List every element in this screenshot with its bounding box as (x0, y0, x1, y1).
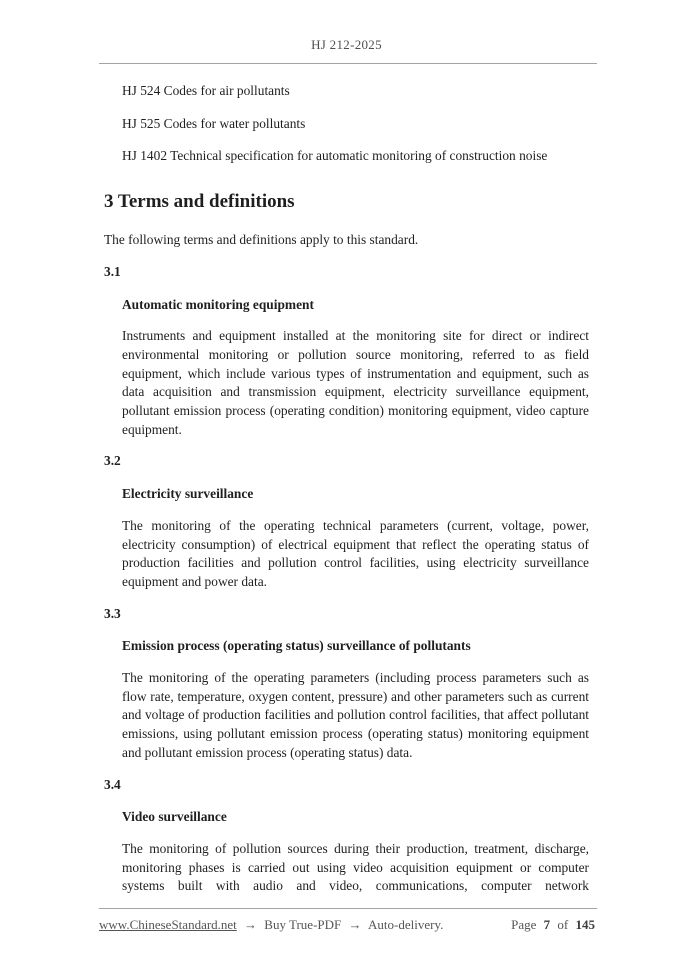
arrow-right-icon: → (244, 917, 258, 932)
page-header (0, 0, 693, 53)
term-number: 3.2 (104, 453, 121, 469)
header-standard-number: HJ 212-2025 (311, 37, 382, 52)
total-page-count: 145 (575, 917, 595, 932)
section-intro: The following terms and definitions apply to this standard. (104, 232, 419, 248)
buy-pdf-label: Buy True-PDF (264, 917, 342, 932)
reference-item: HJ 1402 Technical specification for automatic monitoring of construction noise (122, 148, 548, 164)
term-number: 3.1 (104, 263, 121, 279)
page-content (104, 82, 589, 896)
reference-item: HJ 524 Codes for air pollutants (122, 83, 290, 98)
section-heading: 3 Terms and definitions (104, 191, 295, 213)
term-definition: Instruments and equipment installed at the monitoring site for direct or indirect environmental monitoring or pollution source monitoring, referred to as field equipment, which include various types of instrumentation and equipment, such as data acquisition and transmission equipment, electricity surveillance equipment, pollutant emission process (operating condition) monitoring equipment, video capture equipment. (122, 328, 589, 437)
current-page-number: 7 (543, 917, 551, 932)
page-indicator (509, 917, 597, 933)
term-number: 3.4 (104, 776, 121, 792)
term-title: Video surveillance (122, 809, 227, 825)
page-footer (99, 908, 597, 933)
reference-item: HJ 525 Codes for water pollutants (122, 115, 306, 131)
term-definition: The monitoring of pollution sources during their production, treatment, discharge, monitoring phases is carried out using video acquisition equipment or computer systems built with audio and video, communications, computer network (122, 840, 589, 894)
footer-branding (99, 917, 443, 933)
arrow-right-icon: → (348, 917, 362, 932)
term-definition: The monitoring of the operating parameters (including process parameters such as flow rate, temperature, oxygen content, pressure) and other parameters such as current and voltage of production facilities and pollution control facilities, that affect pollutant emissions, using pollutant emission process (operating status) monitoring equipment and pollutant emission process (operating status) data. (122, 670, 589, 760)
term-block (104, 605, 589, 763)
auto-delivery-label: Auto-delivery. (368, 917, 444, 932)
term-title: Automatic monitoring equipment (122, 296, 314, 312)
term-block (104, 776, 589, 897)
of-label: of (557, 917, 569, 932)
term-number: 3.3 (104, 605, 121, 621)
term-block (104, 452, 589, 591)
site-link[interactable]: www.ChineseStandard.net (99, 917, 237, 932)
term-title: Emission process (operating status) surveillance of pollutants (122, 638, 471, 654)
header-rule (99, 63, 597, 64)
term-block (104, 263, 589, 440)
page-label: Page (511, 917, 537, 932)
term-title: Electricity surveillance (122, 486, 254, 502)
term-definition: The monitoring of the operating technical parameters (current, voltage, power, electricity consumption) of electrical equipment that reflect the operating status of production facilities and pollution control facilities, using electricity surveillance equipment and power data. (122, 517, 589, 589)
